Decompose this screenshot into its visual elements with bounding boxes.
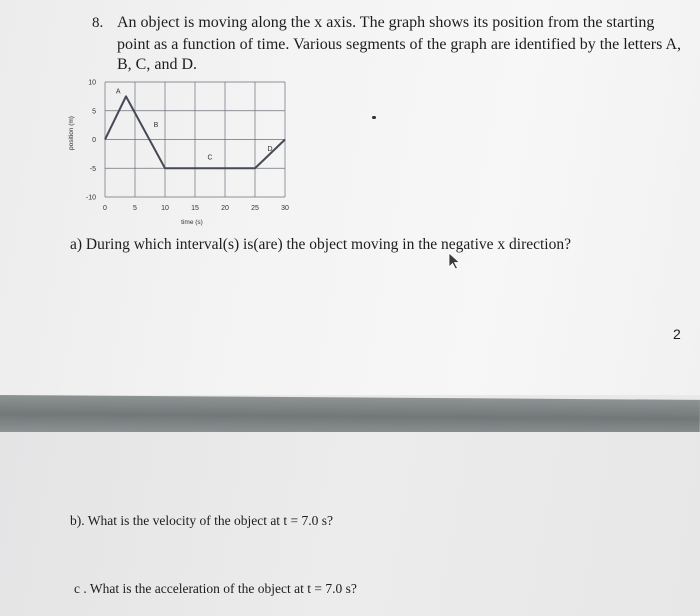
- segment-label: C: [207, 154, 213, 162]
- question-part-c: c . What is the acceleration of the object at t = 7.0 s?: [74, 581, 357, 596]
- x-tick-label: 20: [221, 205, 229, 212]
- segment-label: A: [115, 88, 121, 96]
- y-tick-label: -5: [89, 165, 96, 173]
- question-text-line-1: An object is moving along the x axis. The graph shows its position from the starting: [117, 14, 655, 31]
- mouse-cursor-icon: [448, 252, 462, 270]
- x-tick-label: 30: [281, 205, 289, 212]
- y-tick-label: 5: [92, 108, 96, 116]
- y-axis-label: position (m): [68, 116, 75, 150]
- segment-label: D: [267, 146, 273, 153]
- chart-ticks: [86, 80, 289, 213]
- segment-label: B: [153, 121, 159, 129]
- x-tick-label: 25: [251, 205, 259, 212]
- x-axis-label: time (s): [181, 219, 203, 226]
- question-text-line-3: B, C, and D.: [117, 56, 197, 73]
- page-number: 2: [673, 326, 681, 342]
- position-time-chart: [55, 70, 290, 230]
- y-tick-label: 0: [92, 137, 96, 144]
- x-tick-label: 15: [191, 205, 199, 212]
- chart-grid: [105, 82, 285, 197]
- y-tick-label: 10: [88, 79, 96, 87]
- x-tick-label: 0: [103, 205, 107, 212]
- x-tick-label: 5: [133, 205, 137, 212]
- chart-segment-labels: [116, 89, 273, 162]
- y-tick-label: -10: [85, 194, 96, 202]
- question-text-line-2: point as a function of time. Various segments of the graph are identified by the letters A,: [117, 36, 682, 53]
- pen-mark: [372, 116, 376, 119]
- question-part-b: b). What is the velocity of the object at t = 7.0 s?: [70, 513, 334, 528]
- question-number: 8.: [92, 15, 104, 31]
- x-tick-label: 10: [161, 205, 169, 212]
- question-part-a: a) During which interval(s) is(are) the object moving in the negative x direction?: [70, 236, 571, 253]
